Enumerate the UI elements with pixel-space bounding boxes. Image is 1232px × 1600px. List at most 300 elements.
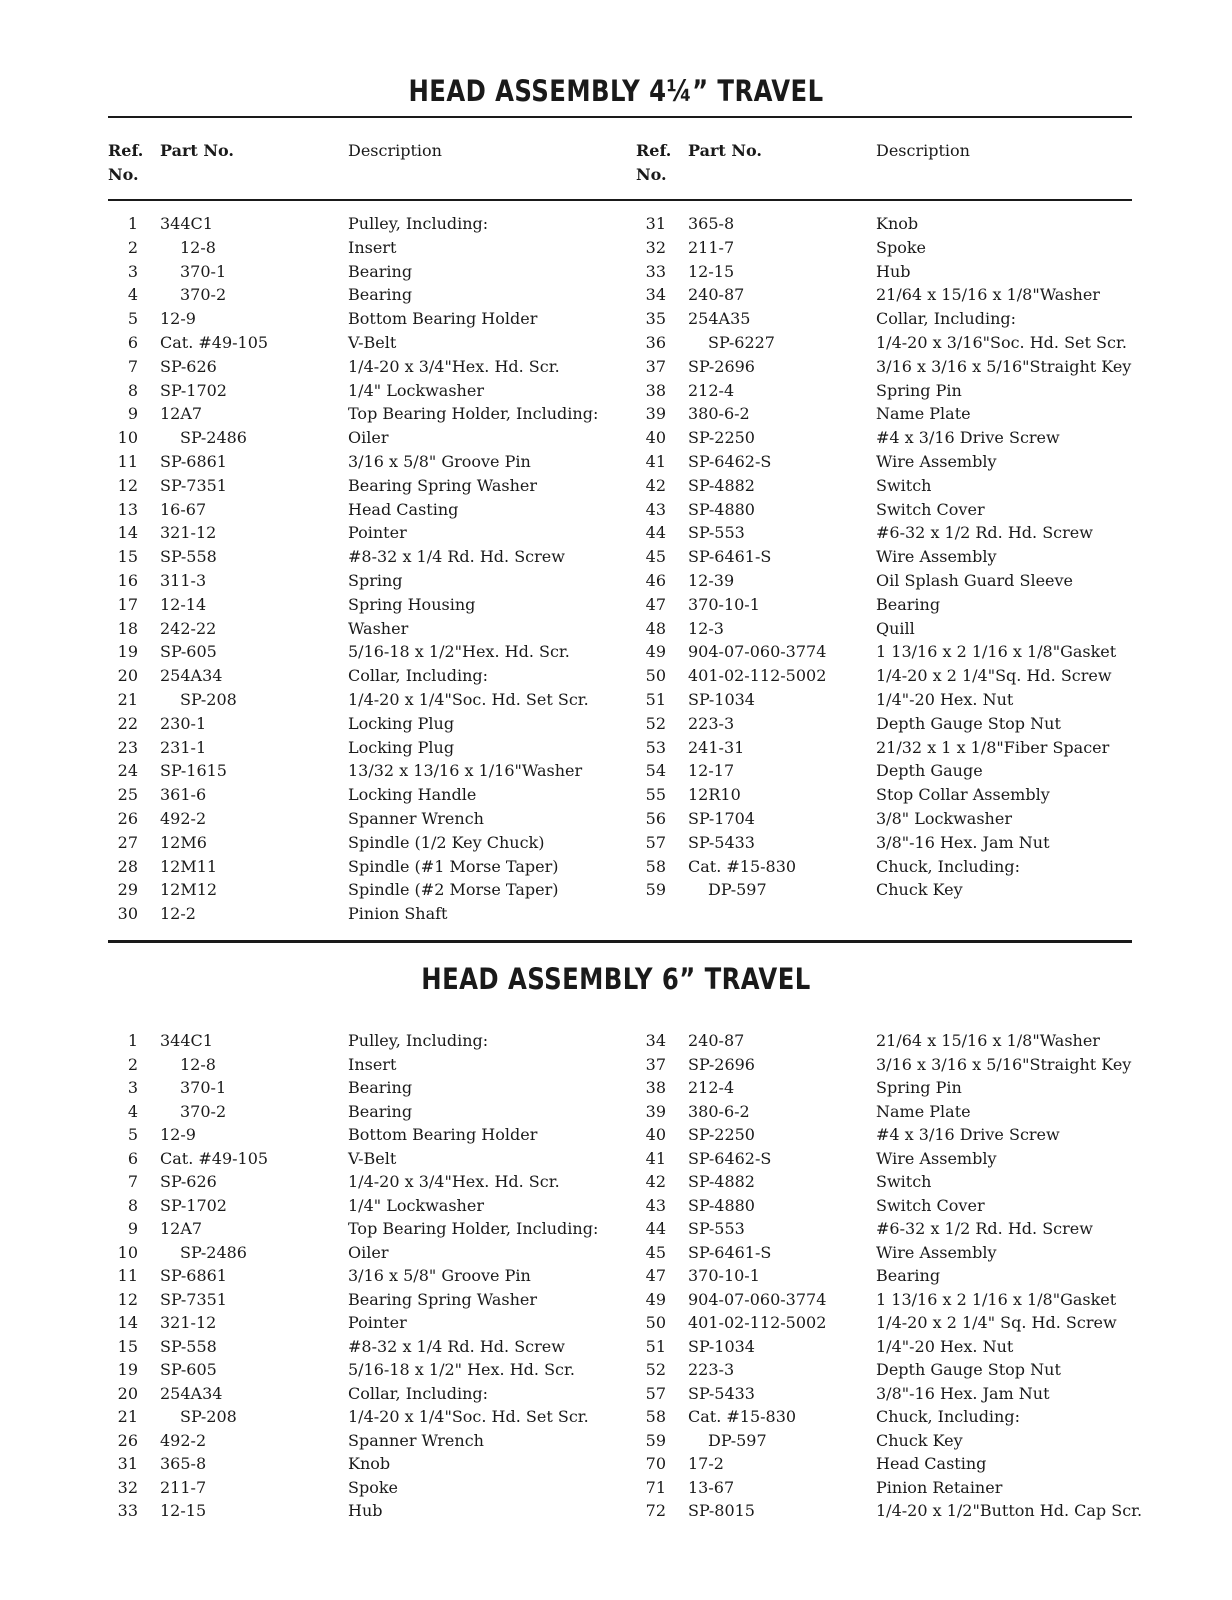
ref-number: 29: [117, 880, 138, 900]
part-number: 370-1: [180, 1078, 227, 1097]
part-number: SP-2486: [180, 428, 247, 448]
ref-number: 57: [645, 1383, 666, 1403]
part-description: 1 13/16 x 2 1/16 x 1/8"Gasket: [876, 642, 1117, 662]
part-description: Collar, Including:: [348, 1383, 489, 1403]
ref-number: 5: [127, 1125, 138, 1144]
ref-number: 8: [127, 380, 138, 400]
part-description: Top Bearing Holder, Including:: [348, 1219, 599, 1238]
part-number: 904-07-060-3774: [688, 1289, 827, 1309]
part-number: 13-67: [688, 1477, 735, 1497]
part-description: 1/4"-20 Hex. Nut: [876, 1336, 1014, 1356]
ref-number: 49: [645, 1289, 666, 1309]
part-description: Spindle (#1 Morse Taper): [348, 856, 559, 876]
part-number: 12-8: [180, 1054, 216, 1074]
ref-number: 17: [117, 594, 138, 614]
ref-header-right: Ref. No.: [636, 141, 672, 184]
part-number: SP-1702: [160, 1195, 227, 1215]
ref-number: 37: [645, 1054, 666, 1074]
part-description: 1/4-20 x 1/2"Button Hd. Cap Scr.: [876, 1501, 1143, 1520]
part-number: 361-6: [160, 785, 207, 805]
part-number: 344C1: [160, 214, 213, 233]
part-description: Wire Assembly: [876, 547, 997, 567]
ref-number: 32: [645, 237, 666, 257]
part-description: Pinion Shaft: [348, 904, 448, 924]
part-number: 254A35: [688, 309, 751, 329]
part-number: SP-558: [160, 547, 217, 567]
part-description: 3/8"-16 Hex. Jam Nut: [876, 832, 1050, 852]
part-description: 1/4-20 x 3/4"Hex. Hd. Scr.: [348, 1172, 560, 1191]
part-number: SP-6227: [708, 333, 775, 352]
ref-number: 3: [127, 1078, 138, 1097]
part-number: 16-67: [160, 499, 207, 519]
part-number: 223-3: [688, 713, 735, 733]
ref-number: 53: [645, 737, 666, 757]
section-title-4-quarter-travel: HEAD ASSEMBLY 4¼” TRAVEL: [408, 74, 824, 108]
part-description: Wire Assembly: [876, 452, 997, 471]
ref-number: 40: [645, 428, 666, 448]
ref-number: 10: [117, 428, 138, 448]
part-number: SP-1615: [160, 761, 227, 781]
part-number: DP-597: [708, 1430, 767, 1450]
ref-number: 21: [117, 1407, 138, 1426]
ref-number: 14: [117, 1313, 138, 1332]
part-description: Locking Plug: [348, 737, 455, 757]
ref-number: 51: [645, 690, 666, 709]
ref-number: 23: [117, 737, 138, 757]
part-description: Switch Cover: [876, 1195, 985, 1215]
part-description: Bearing: [876, 594, 941, 614]
part-description: 3/16 x 5/8" Groove Pin: [348, 452, 531, 471]
part-number: 12M11: [160, 856, 218, 876]
part-number: SP-6461-S: [688, 1242, 772, 1262]
ref-number: 34: [645, 285, 666, 305]
ref-number: 18: [117, 618, 138, 638]
part-number: SP-5433: [688, 832, 755, 852]
part-number: 12-2: [160, 904, 196, 924]
ref-number: 7: [127, 356, 138, 376]
part-description: Washer: [348, 618, 409, 638]
ref-number: 19: [117, 642, 138, 662]
ref-number: 28: [117, 856, 138, 876]
part-number: SP-558: [160, 1336, 217, 1356]
part-number: SP-4882: [688, 1172, 755, 1191]
part-number: SP-1702: [160, 380, 227, 400]
ref-number: 56: [645, 809, 666, 828]
part-description: 13/32 x 13/16 x 1/16"Washer: [348, 761, 583, 781]
ref-number: 14: [117, 523, 138, 543]
part-description: Spoke: [348, 1477, 398, 1497]
part-description: Quill: [876, 618, 915, 638]
part-description: Oiler: [348, 1242, 389, 1262]
part-number: SP-2696: [688, 356, 755, 376]
part-number: 311-3: [160, 571, 207, 590]
section-title-6-travel: HEAD ASSEMBLY 6” TRAVEL: [421, 962, 811, 996]
part-description: 21/64 x 15/16 x 1/8"Washer: [876, 285, 1100, 305]
part-number: 492-2: [160, 1430, 207, 1450]
ref-number: 16: [117, 571, 138, 590]
part-description: Stop Collar Assembly: [876, 785, 1050, 805]
ref-number: 54: [645, 761, 666, 781]
part-description: #8-32 x 1/4 Rd. Hd. Screw: [348, 1336, 565, 1356]
part-description: Hub: [348, 1501, 383, 1520]
part-description: Spring Pin: [876, 1078, 962, 1097]
ref-number: 6: [127, 333, 138, 352]
part-number: SP-626: [160, 356, 217, 376]
part-description: Bearing: [876, 1266, 941, 1285]
ref-number: 33: [645, 261, 666, 281]
part-description: #6-32 x 1/2 Rd. Hd. Screw: [876, 523, 1093, 543]
part-number: 12-39: [688, 571, 735, 590]
rule-top: [108, 116, 1132, 118]
part-number: 492-2: [160, 809, 207, 828]
part-description: Name Plate: [876, 1101, 971, 1121]
ref-number: 22: [117, 713, 138, 733]
part-number: SP-2250: [688, 428, 755, 448]
ref-number: 47: [645, 594, 666, 614]
ref-number: 25: [117, 785, 138, 805]
part-description: Top Bearing Holder, Including:: [348, 404, 599, 424]
ref-number: 70: [645, 1454, 666, 1473]
ref-number: 19: [117, 1360, 138, 1379]
part-description: Bearing Spring Washer: [348, 1289, 537, 1309]
ref-number: 51: [645, 1336, 666, 1356]
part-description: Depth Gauge Stop Nut: [876, 713, 1061, 733]
part-number: 254A34: [160, 1383, 223, 1403]
part-number: 401-02-112-5002: [688, 1313, 827, 1332]
part-number: 211-7: [688, 237, 735, 257]
part-number: 12-17: [688, 761, 735, 781]
ref-number: 45: [645, 1242, 666, 1262]
ref-number: 20: [117, 1383, 138, 1403]
part-description: 1/4" Lockwasher: [348, 1195, 484, 1215]
part-description: Pulley, Including:: [348, 1031, 489, 1050]
part-number: 370-10-1: [688, 1266, 760, 1285]
ref-number: 44: [645, 523, 666, 543]
part-description: Bottom Bearing Holder: [348, 1125, 538, 1144]
ref-number: 15: [117, 547, 138, 567]
part-number: SP-2250: [688, 1125, 755, 1144]
part-number: 401-02-112-5002: [688, 666, 827, 686]
ref-number: 49: [645, 642, 666, 662]
ref-number: 21: [117, 690, 138, 709]
ref-number: 3: [127, 261, 138, 281]
part-number: 231-1: [160, 737, 207, 757]
part-number: 223-3: [688, 1360, 735, 1379]
part-number: SP-4882: [688, 475, 755, 495]
ref-number: 9: [127, 1219, 138, 1238]
ref-number: 30: [117, 904, 138, 924]
part-description: Wire Assembly: [876, 1148, 997, 1168]
ref-number: 10: [117, 1242, 138, 1262]
part-number: SP-2696: [688, 1054, 755, 1074]
part-number: SP-7351: [160, 475, 227, 495]
part-description: Chuck Key: [876, 1430, 963, 1450]
part-number: SP-553: [688, 523, 745, 543]
part-description: Pointer: [348, 1313, 407, 1332]
part-number: 12R10: [688, 785, 741, 805]
ref-number: 4: [127, 1101, 138, 1121]
part-number: 241-31: [688, 737, 745, 757]
ref-number: 52: [645, 1360, 666, 1379]
part-description: Pointer: [348, 523, 407, 543]
part-number: 321-12: [160, 1313, 217, 1332]
ref-number: 37: [645, 356, 666, 376]
part-number: Cat. #49-105: [160, 333, 269, 352]
part-number: 12-8: [180, 237, 216, 257]
part-number: 365-8: [160, 1454, 207, 1473]
part-header-left: Part No.: [160, 141, 234, 160]
part-number: SP-6461-S: [688, 547, 772, 567]
part-description: 1/4-20 x 3/4"Hex. Hd. Scr.: [348, 356, 560, 376]
part-number: 230-1: [160, 713, 207, 733]
part-description: Chuck, Including:: [876, 856, 1020, 876]
part-description: #4 x 3/16 Drive Screw: [876, 1125, 1060, 1144]
part-number: 370-2: [180, 1101, 227, 1121]
ref-number: 31: [117, 1454, 138, 1473]
ref-number: 36: [645, 333, 666, 352]
part-description: Spindle (#2 Morse Taper): [348, 880, 559, 900]
part-description: Oiler: [348, 428, 389, 448]
part-description: Collar, Including:: [876, 309, 1017, 329]
part-description: Spring Pin: [876, 380, 962, 400]
part-description: #6-32 x 1/2 Rd. Hd. Screw: [876, 1219, 1093, 1238]
ref-number: 12: [117, 475, 138, 495]
rule-header: [108, 199, 1132, 201]
part-description: Knob: [348, 1454, 391, 1473]
part-number: 370-1: [180, 261, 227, 281]
ref-number: 8: [127, 1195, 138, 1215]
part-number: 254A34: [160, 666, 223, 686]
part-description: Hub: [876, 261, 911, 281]
part-number: 380-6-2: [688, 1101, 750, 1121]
part-number: SP-6462-S: [688, 452, 772, 471]
ref-number: 32: [117, 1477, 138, 1497]
ref-number: 45: [645, 547, 666, 567]
part-description: Locking Handle: [348, 785, 477, 805]
part-description: 1/4-20 x 3/16"Soc. Hd. Set Scr.: [876, 333, 1127, 352]
part-description: 5/16-18 x 1/2" Hex. Hd. Scr.: [348, 1360, 575, 1379]
part-description: 21/64 x 15/16 x 1/8"Washer: [876, 1031, 1100, 1050]
part-number: SP-1034: [688, 1336, 755, 1356]
part-number: SP-8015: [688, 1501, 755, 1520]
rule-section-divider: [108, 940, 1132, 943]
part-number: 380-6-2: [688, 404, 750, 424]
part-number: SP-605: [160, 1360, 217, 1379]
part-number: DP-597: [708, 880, 767, 900]
part-description: 1/4-20 x 1/4"Soc. Hd. Set Scr.: [348, 690, 589, 709]
ref-number: 50: [645, 1313, 666, 1332]
part-number: Cat. #15-830: [688, 856, 797, 876]
ref-number: 20: [117, 666, 138, 686]
part-number: 240-87: [688, 285, 745, 305]
part-description: 3/8"-16 Hex. Jam Nut: [876, 1383, 1050, 1403]
part-description: Insert: [348, 1054, 397, 1074]
part-description: Switch Cover: [876, 499, 985, 519]
ref-number: 47: [645, 1266, 666, 1285]
part-number: SP-1034: [688, 690, 755, 709]
part-description: Chuck, Including:: [876, 1407, 1020, 1426]
part-description: 1/4-20 x 2 1/4"Sq. Hd. Screw: [876, 666, 1112, 686]
ref-number: 11: [117, 452, 138, 471]
part-number: SP-6462-S: [688, 1148, 772, 1168]
part-number: 17-2: [688, 1454, 724, 1473]
part-description: Switch: [876, 1172, 932, 1191]
part-description: 1/4-20 x 1/4"Soc. Hd. Set Scr.: [348, 1407, 589, 1426]
ref-number: 7: [127, 1172, 138, 1191]
part-description: Spoke: [876, 237, 926, 257]
part-number: 242-22: [160, 618, 217, 638]
part-number: SP-605: [160, 642, 217, 662]
part-description: Insert: [348, 237, 397, 257]
part-number: 321-12: [160, 523, 217, 543]
ref-number: 27: [117, 832, 138, 852]
ref-header-left: Ref. No.: [108, 141, 144, 184]
ref-number: 4: [127, 285, 138, 305]
ref-number: 42: [645, 1172, 666, 1191]
part-number: 12-9: [160, 1125, 196, 1144]
part-description: Switch: [876, 475, 932, 495]
desc-header-right: Description: [876, 141, 970, 160]
part-number: SP-2486: [180, 1242, 247, 1262]
part-description: Bearing: [348, 1078, 413, 1097]
part-description: Locking Plug: [348, 713, 455, 733]
ref-number: 57: [645, 832, 666, 852]
ref-number: 26: [117, 809, 138, 828]
part-description: Spring: [348, 571, 403, 590]
part-number: 240-87: [688, 1031, 745, 1050]
ref-number: 50: [645, 666, 666, 686]
part-number: SP-6861: [160, 452, 227, 471]
part-number: SP-208: [180, 1407, 237, 1426]
ref-number: 38: [645, 1078, 666, 1097]
part-description: #4 x 3/16 Drive Screw: [876, 428, 1060, 448]
part-number: Cat. #49-105: [160, 1148, 269, 1168]
ref-number: 31: [645, 214, 666, 233]
ref-number: 12: [117, 1289, 138, 1309]
ref-number: 59: [645, 1430, 666, 1450]
part-number: 12A7: [160, 404, 203, 424]
part-description: 1/4-20 x 2 1/4" Sq. Hd. Screw: [876, 1313, 1117, 1332]
ref-number: 38: [645, 380, 666, 400]
part-number: SP-4880: [688, 1195, 755, 1215]
part-number: SP-7351: [160, 1289, 227, 1309]
part-number: SP-6861: [160, 1266, 227, 1285]
part-description: 3/16 x 5/8" Groove Pin: [348, 1266, 531, 1285]
ref-number: 39: [645, 1101, 666, 1121]
part-description: Depth Gauge Stop Nut: [876, 1360, 1061, 1379]
ref-number: 43: [645, 1195, 666, 1215]
part-number: 344C1: [160, 1031, 213, 1050]
ref-number: 42: [645, 475, 666, 495]
part-number: 365-8: [688, 214, 735, 233]
part-description: V-Belt: [348, 333, 397, 352]
part-description: Wire Assembly: [876, 1242, 997, 1262]
ref-number: 52: [645, 713, 666, 733]
part-description: 21/32 x 1 x 1/8"Fiber Spacer: [876, 737, 1110, 757]
part-number: SP-5433: [688, 1383, 755, 1403]
part-number: SP-1704: [688, 809, 755, 828]
part-description: 1/4" Lockwasher: [348, 380, 484, 400]
part-number: 12-3: [688, 618, 724, 638]
part-number: SP-553: [688, 1219, 745, 1238]
part-description: Pulley, Including:: [348, 214, 489, 233]
part-number: 12M12: [160, 880, 218, 900]
part-number: 12-15: [688, 261, 735, 281]
ref-number: 59: [645, 880, 666, 900]
ref-number: 72: [645, 1501, 666, 1520]
part-description: 3/16 x 3/16 x 5/16"Straight Key: [876, 356, 1132, 376]
part-number: 12-9: [160, 309, 196, 329]
part-description: 5/16-18 x 1/2"Hex. Hd. Scr.: [348, 642, 570, 662]
part-description: Bearing Spring Washer: [348, 475, 537, 495]
ref-number: 11: [117, 1266, 138, 1285]
ref-number: 1: [127, 214, 138, 233]
ref-number: 55: [645, 785, 666, 805]
part-description: Head Casting: [348, 499, 459, 519]
part-header-right: Part No.: [688, 141, 762, 160]
part-number: 12A7: [160, 1219, 203, 1238]
ref-number: 58: [645, 856, 666, 876]
part-number: 904-07-060-3774: [688, 642, 827, 662]
part-description: Pinion Retainer: [876, 1477, 1003, 1497]
ref-number: 34: [645, 1031, 666, 1050]
part-description: Spring Housing: [348, 594, 476, 614]
part-description: #8-32 x 1/4 Rd. Hd. Screw: [348, 547, 565, 567]
ref-number: 24: [117, 761, 138, 781]
part-description: Bearing: [348, 261, 413, 281]
ref-number: 39: [645, 404, 666, 424]
part-description: Knob: [876, 214, 919, 233]
part-number: 12-15: [160, 1501, 207, 1520]
part-description: Depth Gauge: [876, 761, 983, 781]
ref-number: 35: [645, 309, 666, 329]
part-description: Name Plate: [876, 404, 971, 424]
ref-number: 26: [117, 1430, 138, 1450]
ref-number: 43: [645, 499, 666, 519]
ref-number: 40: [645, 1125, 666, 1144]
part-description: Spanner Wrench: [348, 1430, 484, 1450]
ref-number: 33: [117, 1501, 138, 1520]
ref-number: 6: [127, 1148, 138, 1168]
part-description: Bearing: [348, 1101, 413, 1121]
ref-number: 71: [645, 1477, 666, 1497]
ref-number: 2: [127, 1054, 138, 1074]
part-number: 370-2: [180, 285, 227, 305]
part-description: Oil Splash Guard Sleeve: [876, 571, 1074, 590]
part-description: 3/16 x 3/16 x 5/16"Straight Key: [876, 1054, 1132, 1074]
ref-number: 2: [127, 237, 138, 257]
part-number: 12-14: [160, 594, 207, 614]
part-number: 212-4: [688, 380, 735, 400]
ref-number: 1: [127, 1031, 138, 1050]
ref-number: 41: [645, 1148, 666, 1168]
part-number: SP-4880: [688, 499, 755, 519]
ref-number: 48: [645, 618, 666, 638]
part-description: 1/4"-20 Hex. Nut: [876, 690, 1014, 709]
desc-header-left: Description: [348, 141, 442, 160]
part-description: Collar, Including:: [348, 666, 489, 686]
part-number: SP-626: [160, 1172, 217, 1191]
part-description: Bottom Bearing Holder: [348, 309, 538, 329]
ref-number: 44: [645, 1219, 666, 1238]
ref-number: 5: [127, 309, 138, 329]
part-number: Cat. #15-830: [688, 1407, 797, 1426]
part-number: 370-10-1: [688, 594, 760, 614]
part-number: SP-208: [180, 690, 237, 709]
ref-number: 46: [645, 571, 666, 590]
ref-number: 13: [117, 499, 138, 519]
part-number: 12M6: [160, 832, 207, 852]
